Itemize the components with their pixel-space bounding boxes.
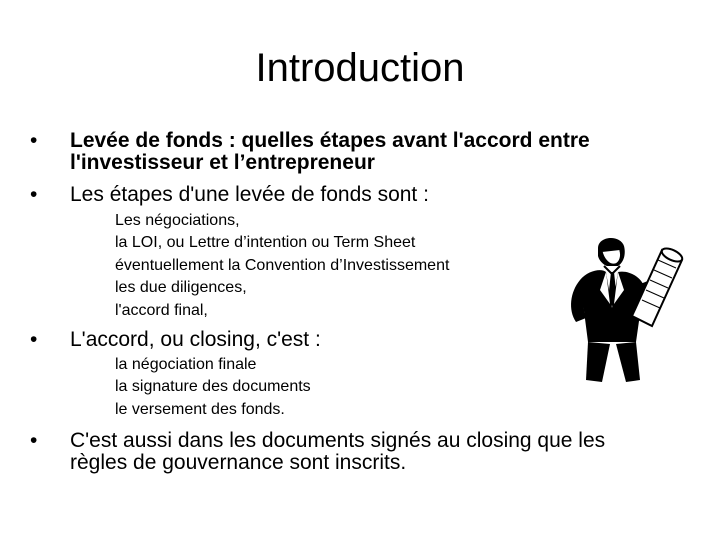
list-item: la signature des documents <box>115 378 311 396</box>
list-item: Les négociations, <box>115 212 240 229</box>
list-item: l'accord final, <box>115 301 208 319</box>
bullet-text: C'est aussi dans les documents signés au closing que les règles de gouvernance sont inscrits. <box>70 429 606 474</box>
bullet-text: Levée de fonds : quelles étapes avant l'accord entre l'investisseur et l’entrepreneur <box>70 129 590 174</box>
bullet-dot: • <box>30 129 38 152</box>
list-item: éventuellement la Convention d’Investissement <box>115 256 450 274</box>
steps-list <box>115 210 535 322</box>
bullet-text: Les étapes d'une levée de fonds sont : <box>70 183 429 206</box>
bullet-item <box>30 430 650 474</box>
bullet-dot: • <box>30 328 38 351</box>
list-item: le versement des fonds. <box>115 400 285 418</box>
list-item: la LOI, ou Lettre d’intention ou Term Sheet <box>115 234 416 252</box>
bullet-text: L'accord, ou closing, c'est : <box>70 328 321 351</box>
bullet-item <box>30 130 650 174</box>
list-item: la négociation finale <box>115 356 257 373</box>
list-item: les due diligences, <box>115 279 247 297</box>
bullet-dot: • <box>30 183 38 206</box>
closing-list <box>115 354 535 421</box>
slide-title: Introduction <box>255 46 465 90</box>
man-holding-scroll-icon <box>540 230 690 390</box>
bullet-dot: • <box>30 429 38 452</box>
bullet-item <box>30 184 650 206</box>
